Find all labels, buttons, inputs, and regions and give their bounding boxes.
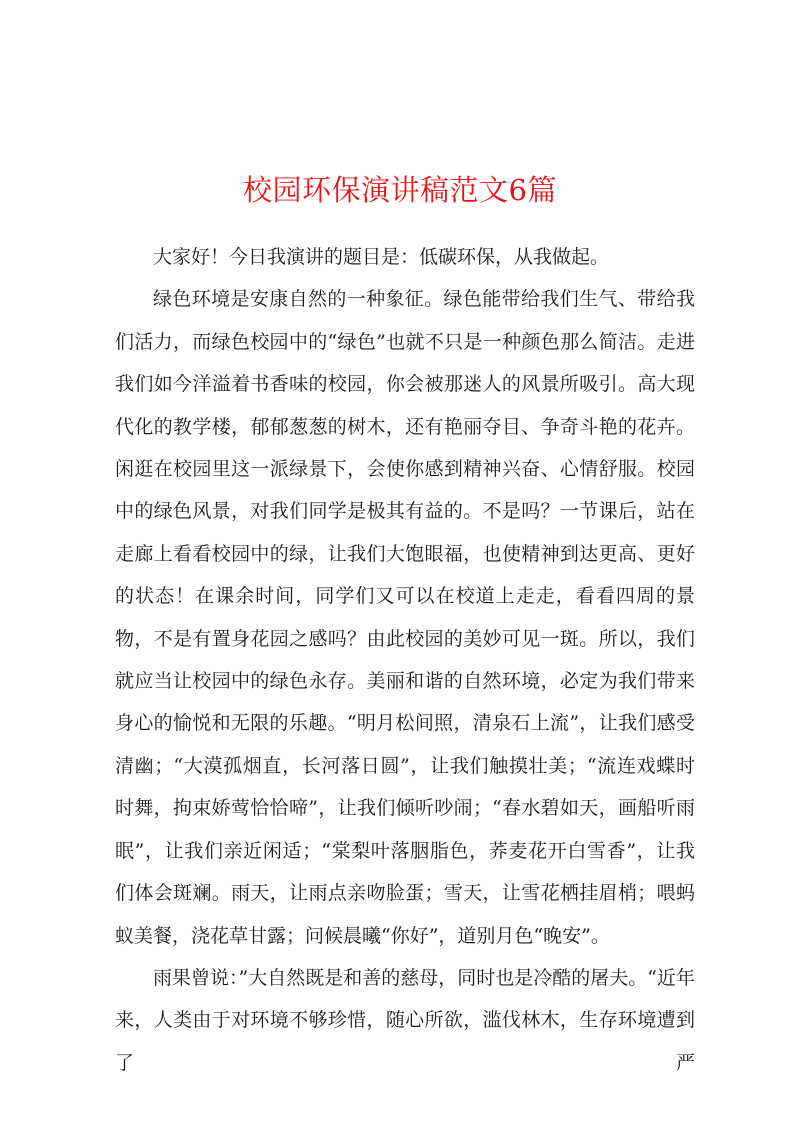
paragraph-greeting: 大家好！今日我演讲的题目是：低碳环保，从我做起。 [153,246,610,268]
paragraph-green-campus: 绿色环境是安康自然的一种象征。绿色能带给我们生气、带给我们活力，而绿色校园中的“绿色”也就不只是一种颜色那么简洁。走进我们如今洋溢着书香味的校园，你会被那迷人的风景所吸引。高大现代化的教学楼，郁郁葱葱的树木，还有艳丽夺目、争奇斗艳的花卉。闲逛在校园里这一派绿景下，会使你感到精神兴奋、心情舒服。校园中的绿色风景，对我们同学是极其有益的。不是吗？一节课后，站在走廊上看看校园中的绿，让我们大饱眼福，也使精神到达更高、更好的状态！在课余时间，同学们又可以在校道上走走，看看四周的景物，不是有置身花园之感吗？由此校园的美妙可见一斑。所以，我们就应当让校园中的绿色永存。美丽和谐的自然环境，必定为我们带来身心的愉悦和无限的乐趣。“明月松间照，清泉石上流”，让我们感受清幽；“大漠孤烟直，长河落日圆”，让我们触摸壮美；“流连戏蝶时时舞，拘束娇莺恰恰啼”，让我们倾听吵闹；“春水碧如天，画船听雨眠”，让我们亲近闲适；“棠梨叶落胭脂色，荞麦花开白雪香”，让我们体会斑斓。雨天，让雨点亲吻脸蛋；雪天，让雪花栖挂眉梢；喂蚂蚁美餐，浇花草甘露；问候晨曦“你好”，道别月色“晚安”。 [115,288,695,947]
document-body [115,236,695,1084]
paragraph-hugo-quote: 雨果曾说：”大自然既是和善的慈母，同时也是冷酷的屠夫。“近年来，人类由于对环境不够珍惜，随心所欲，滥伐林木，生存环境遭到了严 [115,966,695,1074]
document-title: 校园环保演讲稿范文6篇 [243,173,557,207]
